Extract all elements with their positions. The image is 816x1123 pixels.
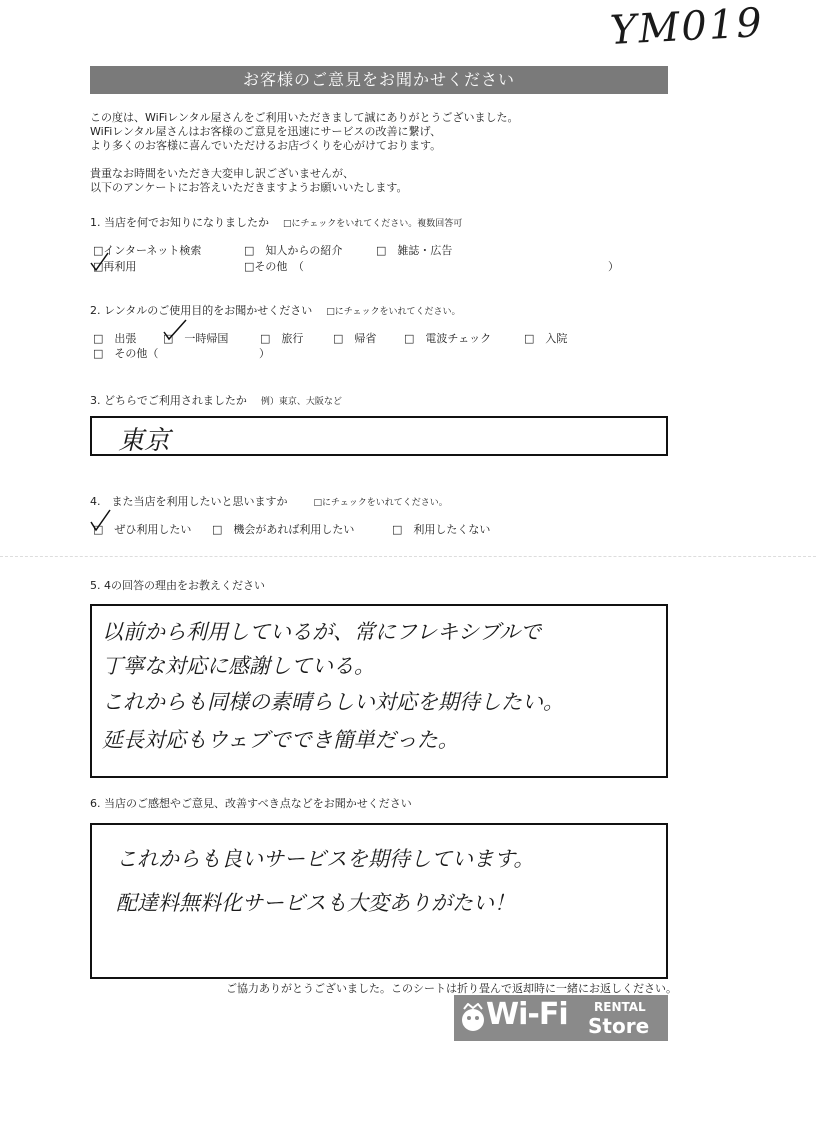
q1-option-magazine[interactable]: □ 雑誌・広告	[376, 244, 453, 257]
q2-option-signal-check[interactable]: □ 電波チェック	[404, 332, 492, 345]
intro-line: WiFiレンタル屋さんはお客様のご意見を迅速にサービスの改善に繋げ、	[90, 125, 442, 138]
q1-option-referral[interactable]: □ 知人からの紹介	[244, 244, 343, 257]
question-2-note: □にチェックをいれてください。	[326, 307, 461, 317]
q6-answer-line: これからも良いサービスを期待しています。	[116, 847, 535, 871]
question-1-label: 1. 当店を何でお知りになりましたか	[90, 216, 269, 229]
intro-line	[90, 153, 519, 167]
question-3	[90, 392, 342, 408]
q4-option-no[interactable]: □ 利用したくない	[392, 523, 491, 536]
question-2-label: 2. レンタルのご使用目的をお聞かせください	[90, 304, 313, 317]
q6-answer-box[interactable]	[90, 823, 668, 979]
q2-option-homecoming[interactable]: □ 帰省	[333, 332, 377, 345]
mascot-icon	[460, 1003, 486, 1033]
question-4-note: □にチェックをいれてください。	[313, 498, 448, 508]
question-3-example: 例）東京、大阪など	[260, 397, 342, 407]
question-6	[90, 795, 412, 811]
intro-line: 貴重なお時間をいただき大変申し訳ございませんが、	[90, 167, 354, 180]
question-6-label: 6. 当店のご感想やご意見、改善すべき点などをお聞かせください	[90, 797, 412, 810]
q1-option-other[interactable]: □その他 （	[244, 260, 304, 273]
q2-option-other[interactable]: □ その他（	[93, 347, 159, 360]
q5-answer-line: 丁寧な対応に感謝している。	[102, 654, 375, 678]
question-2	[90, 302, 461, 318]
logo-rental-text: RENTAL	[594, 1000, 646, 1014]
question-4-label: 4. また当店を利用したいと思いますか	[90, 495, 288, 508]
logo-store-text: Store	[588, 1014, 650, 1038]
q2-other-close-paren: ）	[259, 347, 270, 360]
q2-option-temporary-return[interactable]: □ 一時帰国	[163, 332, 229, 345]
q4-option-if-chance[interactable]: □ 機会があれば利用したい	[212, 523, 355, 536]
footer-note: ご協力ありがとうございました。このシートは折り畳んで返却時に一緒にお返しください。	[226, 982, 677, 995]
question-5-label: 5. 4の回答の理由をお教えください	[90, 579, 265, 592]
wifi-rental-store-logo	[454, 995, 668, 1041]
intro-line: この度は、WiFiレンタル屋さんをご利用いただきまして誠にありがとうございました。	[90, 111, 519, 124]
q2-option-hospital[interactable]: □ 入院	[524, 332, 568, 345]
q5-answer-line: これからも同様の素晴らしい対応を期待したい。	[102, 690, 564, 714]
q6-answer-line: 配達料無料化サービスも大変ありがたい！	[116, 891, 515, 915]
fold-line	[0, 556, 816, 557]
q3-handwritten-answer: 東京	[118, 426, 171, 456]
intro-line: より多くのお客様に喜んでいただけるお店づくりを心がけております。	[90, 139, 442, 152]
q2-option-travel[interactable]: □ 旅行	[260, 332, 304, 345]
question-1	[90, 214, 462, 230]
handwritten-document-id: YM019	[608, 0, 765, 54]
logo-wifi-text: Wi-Fi	[486, 997, 568, 1032]
q2-temporary-return-check-mark	[160, 318, 190, 344]
q5-answer-line: 以前から利用しているが、常にフレキシブルで	[102, 620, 542, 644]
q1-option-reuse[interactable]: □再利用	[93, 260, 137, 273]
q5-answer-line: 延長対応もウェブででき簡単だった。	[102, 728, 459, 752]
q1-reuse-check-mark	[88, 250, 112, 274]
q3-answer-box[interactable]	[90, 416, 668, 456]
q1-option-internet[interactable]: □インターネット検索	[93, 244, 202, 257]
question-3-label: 3. どちらでご利用されましたか	[90, 394, 247, 407]
question-1-note: □にチェックをいれてください。複数回答可	[283, 219, 463, 229]
question-5	[90, 577, 265, 593]
survey-title: お客様のご意見をお聞かせください	[242, 70, 515, 89]
q1-other-close-paren: ）	[608, 260, 619, 273]
question-4	[90, 493, 448, 509]
q5-answer-box[interactable]	[90, 604, 668, 778]
q2-option-business-trip[interactable]: □ 出張	[93, 332, 137, 345]
intro-line: 以下のアンケートにお答えいただきますようお願いいたします。	[90, 181, 408, 194]
q4-definitely-check-mark	[88, 508, 114, 534]
q4-option-definitely[interactable]: □ ぜひ利用したい	[93, 523, 192, 536]
intro-text	[90, 111, 519, 195]
survey-header-bar	[90, 66, 668, 94]
